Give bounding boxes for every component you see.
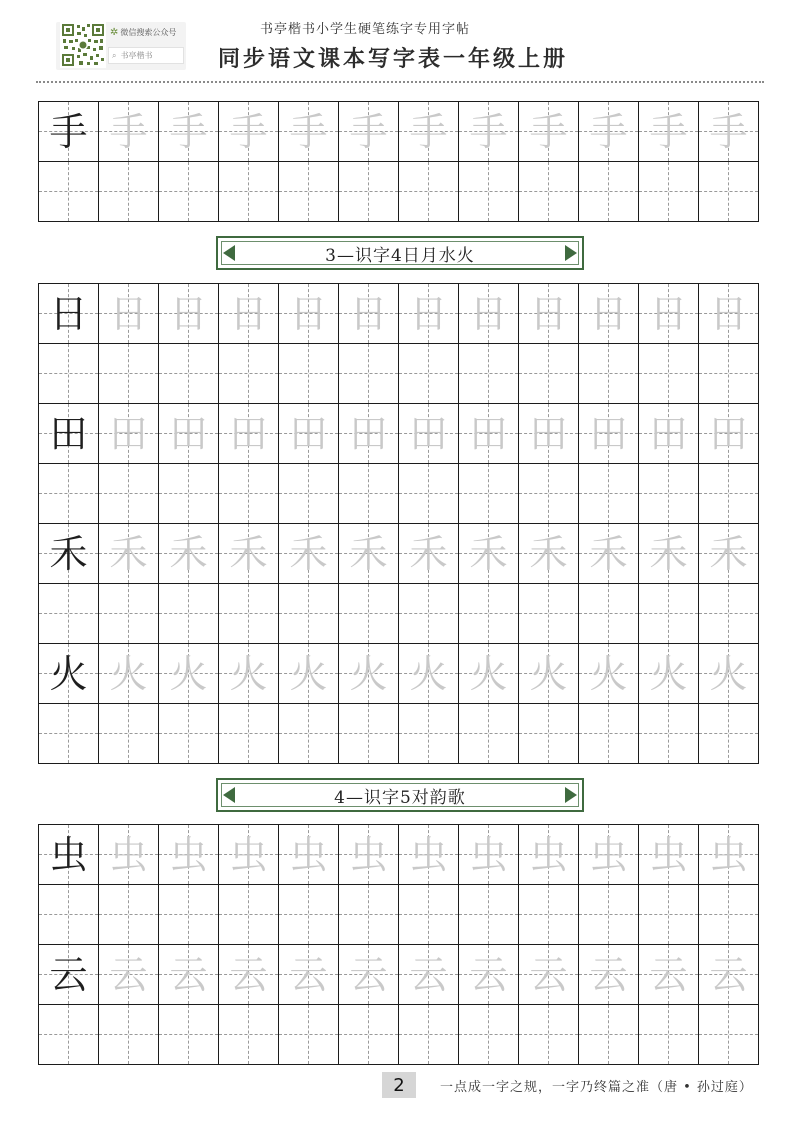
trace-character: 手 [349,109,388,154]
blank-practice-cell [99,1005,159,1065]
blank-practice-cell [39,885,99,945]
practice-cell [459,404,519,464]
practice-grid [38,101,759,222]
trace-character: 手 [109,109,148,154]
practice-cell [579,102,639,162]
trace-character: 云 [109,952,148,997]
practice-cell [279,102,339,162]
blank-practice-cell [399,584,459,644]
practice-cell [279,524,339,584]
trace-character: 虫 [589,832,628,877]
blank-practice-cell [459,344,519,404]
practice-cell [39,945,99,1005]
trace-character: 云 [709,952,748,997]
practice-cell [699,284,759,344]
blank-practice-cell [159,464,219,524]
trace-character: 田 [469,411,508,456]
blank-practice-cell [99,464,159,524]
blank-practice-cell [699,885,759,945]
trace-character: 禾 [109,531,148,576]
trace-character: 禾 [169,531,208,576]
trace-character: 云 [229,952,268,997]
blank-practice-cell [339,704,399,764]
practice-cell [579,945,639,1005]
practice-cell [159,825,219,885]
page-number: 2 [382,1072,416,1098]
blank-practice-cell [579,1005,639,1065]
model-character: 禾 [49,531,88,576]
practice-cell [699,404,759,464]
trace-character: 日 [109,291,148,336]
trace-character: 虫 [649,832,688,877]
practice-cell [519,524,579,584]
blank-practice-cell [459,885,519,945]
trace-character: 手 [529,109,568,154]
model-character: 日 [49,291,88,336]
trace-character: 云 [469,952,508,997]
blank-practice-cell [639,885,699,945]
model-character: 云 [49,952,88,997]
trace-character: 火 [469,651,508,696]
blank-practice-cell [279,704,339,764]
blank-practice-cell [279,464,339,524]
trace-character: 火 [109,651,148,696]
blank-practice-cell [639,1005,699,1065]
model-character: 虫 [49,832,88,877]
blank-practice-cell [579,464,639,524]
practice-cell [639,524,699,584]
trace-character: 虫 [469,832,508,877]
practice-cell [279,644,339,704]
practice-cell [639,284,699,344]
trace-character: 田 [289,411,328,456]
trace-character: 虫 [169,832,208,877]
trace-character: 虫 [709,832,748,877]
practice-cell [459,102,519,162]
trace-character: 日 [709,291,748,336]
practice-cell [639,102,699,162]
practice-cell [459,825,519,885]
practice-cell [99,945,159,1005]
blank-practice-cell [579,344,639,404]
blank-practice-cell [339,162,399,222]
trace-character: 云 [409,952,448,997]
model-character: 田 [49,411,88,456]
practice-cell [279,825,339,885]
practice-cell [399,102,459,162]
blank-practice-cell [639,584,699,644]
model-character: 手 [49,109,88,154]
practice-cell [219,945,279,1005]
practice-cell [339,404,399,464]
practice-cell [219,102,279,162]
blank-practice-cell [279,344,339,404]
blank-practice-cell [99,344,159,404]
blank-practice-cell [159,344,219,404]
blank-practice-cell [219,162,279,222]
practice-cell [159,524,219,584]
trace-character: 虫 [229,832,268,877]
practice-cell [639,404,699,464]
trace-character: 田 [649,411,688,456]
practice-cell [39,825,99,885]
blank-practice-cell [39,584,99,644]
trace-character: 云 [289,952,328,997]
blank-practice-cell [459,704,519,764]
blank-practice-cell [339,1005,399,1065]
practice-cell [519,644,579,704]
blank-practice-cell [279,584,339,644]
blank-practice-cell [399,1005,459,1065]
trace-character: 云 [589,952,628,997]
trace-character: 日 [169,291,208,336]
practice-cell [459,945,519,1005]
practice-cell [39,404,99,464]
trace-character: 手 [649,109,688,154]
blank-practice-cell [519,162,579,222]
practice-cell [99,524,159,584]
blank-practice-cell [339,584,399,644]
trace-character: 手 [709,109,748,154]
blank-practice-cell [579,704,639,764]
section-title: 4—识字5对韵歌 [334,787,466,808]
practice-grid [38,824,759,1065]
blank-practice-cell [39,1005,99,1065]
blank-practice-cell [99,584,159,644]
trace-character: 火 [529,651,568,696]
trace-character: 田 [709,411,748,456]
practice-cell [399,284,459,344]
search-icon: ⌕ [112,51,117,60]
trace-character: 虫 [349,832,388,877]
blank-practice-cell [219,344,279,404]
blank-practice-cell [399,704,459,764]
page-header [0,0,800,90]
trace-character: 禾 [649,531,688,576]
trace-character: 云 [169,952,208,997]
trace-character: 禾 [529,531,568,576]
blank-practice-cell [159,584,219,644]
trace-character: 火 [649,651,688,696]
leaf-icon: ✲ [110,27,119,38]
trace-character: 日 [289,291,328,336]
practice-cell [99,825,159,885]
trace-character: 火 [349,651,388,696]
trace-character: 云 [529,952,568,997]
blank-practice-cell [219,464,279,524]
wechat-search-hint: ✲ 微信搜索公众号 [110,27,177,38]
practice-cell [219,284,279,344]
practice-cell [459,284,519,344]
trace-character: 日 [349,291,388,336]
trace-character: 虫 [529,832,568,877]
practice-cell [459,524,519,584]
practice-cell [399,404,459,464]
trace-character: 火 [589,651,628,696]
blank-practice-cell [39,162,99,222]
blank-practice-cell [339,464,399,524]
blank-practice-cell [699,704,759,764]
blank-practice-cell [279,1005,339,1065]
practice-cell [219,404,279,464]
blank-practice-cell [159,162,219,222]
blank-practice-cell [279,885,339,945]
practice-cell [639,945,699,1005]
trace-character: 禾 [289,531,328,576]
blank-practice-cell [639,704,699,764]
practice-cell [519,284,579,344]
trace-character: 田 [229,411,268,456]
practice-cell [579,284,639,344]
trace-character: 禾 [589,531,628,576]
blank-practice-cell [459,464,519,524]
blank-practice-cell [639,464,699,524]
blank-practice-cell [699,464,759,524]
practice-cell [159,284,219,344]
trace-character: 田 [409,411,448,456]
practice-cell [519,404,579,464]
practice-cell [459,644,519,704]
trace-character: 手 [469,109,508,154]
practice-cell [579,404,639,464]
header-divider [36,81,764,83]
blank-practice-cell [399,464,459,524]
trace-character: 田 [589,411,628,456]
trace-character: 火 [709,651,748,696]
qr-code [60,22,106,68]
trace-character: 禾 [349,531,388,576]
practice-cell [579,644,639,704]
trace-character: 禾 [229,531,268,576]
practice-cell [159,644,219,704]
trace-character: 田 [109,411,148,456]
blank-practice-cell [639,344,699,404]
practice-cell [39,524,99,584]
blank-practice-cell [699,162,759,222]
blank-practice-cell [159,704,219,764]
blank-practice-cell [219,704,279,764]
blank-practice-cell [39,464,99,524]
practice-cell [339,644,399,704]
trace-character: 禾 [469,531,508,576]
practice-cell [219,524,279,584]
blank-practice-cell [519,584,579,644]
trace-character: 火 [409,651,448,696]
trace-character: 火 [289,651,328,696]
trace-character: 禾 [409,531,448,576]
blank-practice-cell [519,704,579,764]
trace-character: 禾 [709,531,748,576]
blank-practice-cell [459,1005,519,1065]
practice-cell [99,102,159,162]
practice-cell [99,404,159,464]
trace-character: 田 [169,411,208,456]
practice-cell [219,825,279,885]
section-banner [216,236,584,270]
trace-character: 火 [229,651,268,696]
blank-practice-cell [399,885,459,945]
practice-cell [159,102,219,162]
trace-character: 云 [649,952,688,997]
practice-cell [399,644,459,704]
practice-cell [219,644,279,704]
practice-cell [699,945,759,1005]
practice-cell [579,524,639,584]
trace-character: 田 [529,411,568,456]
practice-cell [159,404,219,464]
practice-cell [579,825,639,885]
page-title: 同步语文课本写字表一年级上册 [218,46,569,72]
blank-practice-cell [99,704,159,764]
practice-cell [339,945,399,1005]
subtitle: 书亭楷书小学生硬笔练字专用字帖 [260,22,471,37]
trace-character: 日 [529,291,568,336]
practice-cell [699,825,759,885]
blank-practice-cell [519,1005,579,1065]
trace-character: 云 [349,952,388,997]
trace-character: 日 [469,291,508,336]
blank-practice-cell [579,885,639,945]
search-box: ⌕ 书亭楷书 [108,47,184,64]
blank-practice-cell [459,584,519,644]
trace-character: 手 [289,109,328,154]
blank-practice-cell [519,885,579,945]
practice-cell [279,945,339,1005]
blank-practice-cell [39,344,99,404]
blank-practice-cell [699,1005,759,1065]
trace-character: 日 [229,291,268,336]
practice-cell [339,284,399,344]
practice-cell [99,284,159,344]
blank-practice-cell [519,464,579,524]
blank-practice-cell [519,344,579,404]
footer-quote: 一点成一字之规，一字乃终篇之准（唐 • 孙过庭） [440,1080,753,1095]
blank-practice-cell [99,162,159,222]
blank-practice-cell [639,162,699,222]
trace-character: 手 [229,109,268,154]
practice-cell [519,102,579,162]
practice-grid [38,283,759,764]
practice-cell [39,102,99,162]
blank-practice-cell [579,584,639,644]
practice-cell [99,644,159,704]
practice-cell [399,945,459,1005]
blank-practice-cell [339,344,399,404]
trace-character: 手 [589,109,628,154]
practice-cell [639,825,699,885]
section-title: 3—识字4日月水火 [325,245,475,266]
practice-cell [699,102,759,162]
blank-practice-cell [219,584,279,644]
practice-cell [39,284,99,344]
blank-practice-cell [399,344,459,404]
trace-character: 日 [589,291,628,336]
blank-practice-cell [699,344,759,404]
section-banner [216,778,584,812]
blank-practice-cell [339,885,399,945]
blank-practice-cell [219,1005,279,1065]
practice-cell [339,102,399,162]
blank-practice-cell [99,885,159,945]
blank-practice-cell [459,162,519,222]
practice-cell [519,945,579,1005]
trace-character: 日 [409,291,448,336]
blank-practice-cell [219,885,279,945]
trace-character: 虫 [109,832,148,877]
practice-cell [699,644,759,704]
trace-character: 虫 [289,832,328,877]
practice-cell [279,404,339,464]
practice-cell [39,644,99,704]
practice-cell [519,825,579,885]
practice-cell [399,825,459,885]
practice-cell [339,825,399,885]
practice-cell [279,284,339,344]
trace-character: 火 [169,651,208,696]
model-character: 火 [49,651,88,696]
blank-practice-cell [159,1005,219,1065]
practice-cell [339,524,399,584]
trace-character: 手 [169,109,208,154]
blank-practice-cell [159,885,219,945]
practice-cell [639,644,699,704]
trace-character: 虫 [409,832,448,877]
trace-character: 手 [409,109,448,154]
trace-character: 日 [649,291,688,336]
blank-practice-cell [579,162,639,222]
trace-character: 田 [349,411,388,456]
blank-practice-cell [699,584,759,644]
practice-cell [399,524,459,584]
blank-practice-cell [39,704,99,764]
practice-cell [699,524,759,584]
blank-practice-cell [279,162,339,222]
practice-cell [159,945,219,1005]
blank-practice-cell [399,162,459,222]
